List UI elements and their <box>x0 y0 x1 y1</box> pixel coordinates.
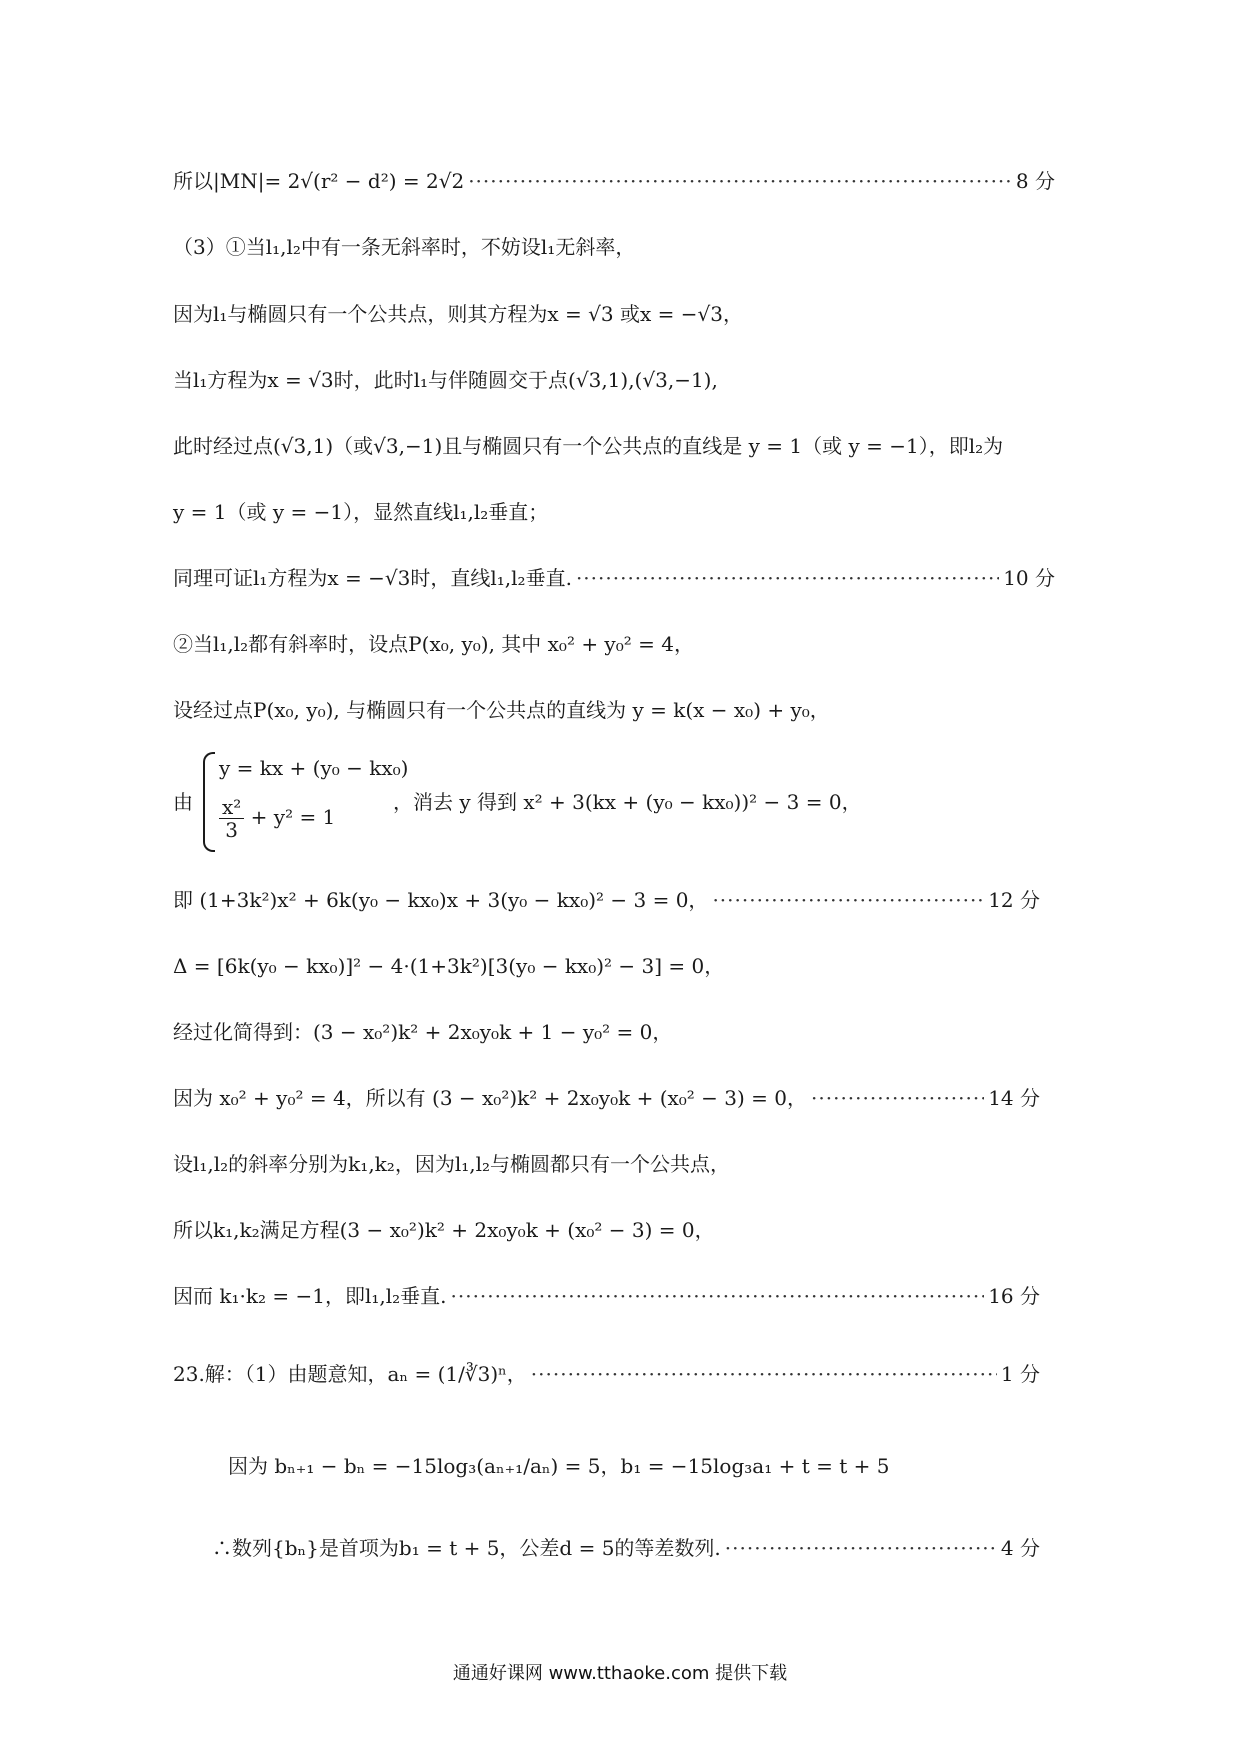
left-brace <box>203 752 215 852</box>
part3-case1-heading: （3）①当l₁,l₂中有一条无斜率时，不妨设l₁无斜率， <box>173 235 636 259</box>
score-mark: 16 分 <box>988 1284 1040 1308</box>
leader-dots <box>468 165 1012 197</box>
equation-rest: + y² = 1 <box>250 805 336 829</box>
solution-line: y = 1（或 y = −1），显然直线l₁,l₂垂直； <box>173 500 549 524</box>
fraction-denominator: 3 <box>225 818 239 842</box>
fraction <box>219 796 244 841</box>
solution-line-scored <box>212 1532 1040 1564</box>
discriminant-line: Δ = [6k(y₀ − kx₀)]² − 4·(1+3k²)[3(y₀ − kx₀)² − 3] = 0， <box>173 954 725 978</box>
leader-dots <box>712 884 984 916</box>
system-prefix: 由 <box>173 790 193 814</box>
line-text: 即 (1+3k²)x² + 6k(y₀ − kx₀)x + 3(y₀ − kx₀)² − 3 = 0， <box>173 888 709 912</box>
solution-line-scored <box>173 884 1040 916</box>
system-equation-2 <box>219 796 335 841</box>
solution-line: 当l₁方程为x = √3时，此时l₁与伴随圆交于点(√3,1),(√3,−1), <box>173 368 718 392</box>
solution-line: 因为 bₙ₊₁ − bₙ = −15log₃(aₙ₊₁/aₙ) = 5，b₁ = −15log₃a₁ + t = t + 5 <box>228 1454 890 1478</box>
elimination-text: ，消去 y 得到 x² + 3(kx + (y₀ − kx₀))² − 3 = 0， <box>393 790 862 814</box>
line-text: 因而 k₁·k₂ = −1，即l₁,l₂垂直. <box>173 1284 447 1308</box>
part3-case2-heading: ②当l₁,l₂都有斜率时，设点P(x₀, y₀), 其中 x₀² + y₀² = 4， <box>173 632 694 656</box>
score-mark: 12 分 <box>988 888 1040 912</box>
equation-system <box>173 752 973 852</box>
solution-line-mn-length <box>173 165 1055 197</box>
solution-line: 因为l₁与椭圆只有一个公共点，则其方程为x = √3 或x = −√3， <box>173 302 743 326</box>
solution-line-scored <box>173 562 1055 594</box>
fraction-numerator: x² <box>219 796 244 819</box>
leader-dots <box>811 1082 984 1114</box>
solution-line-scored <box>173 1082 1040 1114</box>
score-mark: 14 分 <box>988 1086 1040 1110</box>
score-mark: 1 分 <box>1000 1362 1040 1386</box>
leader-dots <box>531 1358 997 1390</box>
line-text: 23.解：（1）由题意知，aₙ = (1/∛3)ⁿ， <box>173 1362 527 1386</box>
solution-line: 设经过点P(x₀, y₀), 与椭圆只有一个公共点的直线为 y = k(x − x₀) + y₀， <box>173 698 830 722</box>
leader-dots <box>725 1532 997 1564</box>
solution-line: 经过化简得到：(3 − x₀²)k² + 2x₀y₀k + 1 − y₀² = 0， <box>173 1020 673 1044</box>
leader-dots <box>451 1280 985 1312</box>
system-equation-1: y = kx + (y₀ − kx₀) <box>219 756 409 780</box>
solution-line: 所以k₁,k₂满足方程(3 − x₀²)k² + 2x₀y₀k + (x₀² − 3) = 0， <box>173 1218 715 1242</box>
problem-23-heading <box>173 1358 1040 1390</box>
leader-dots <box>576 562 999 594</box>
score-mark: 10 分 <box>1003 566 1055 590</box>
score-mark: 8 分 <box>1015 169 1055 193</box>
page-footer: 通通好课网 www.tthaoke.com 提供下载 <box>452 1663 788 1684</box>
line-text: ∴数列{bₙ}是首项为b₁ = t + 5，公差d = 5的等差数列. <box>212 1536 721 1560</box>
solution-line: 设l₁,l₂的斜率分别为k₁,k₂，因为l₁,l₂与椭圆都只有一个公共点， <box>173 1152 731 1176</box>
score-mark: 4 分 <box>1000 1536 1040 1560</box>
line-text: 因为 x₀² + y₀² = 4，所以有 (3 − x₀²)k² + 2x₀y₀k + (x₀² − 3) = 0， <box>173 1086 808 1110</box>
solution-line: 此时经过点(√3,1)（或√3,−1)且与椭圆只有一个公共点的直线是 y = 1（或 y = −1），即l₂为 <box>173 434 1004 458</box>
line-text: 所以|MN|= 2√(r² − d²) = 2√2 <box>173 169 465 193</box>
line-text: 同理可证l₁方程为x = −√3时，直线l₁,l₂垂直. <box>173 566 572 590</box>
solution-line-scored <box>173 1280 1040 1312</box>
